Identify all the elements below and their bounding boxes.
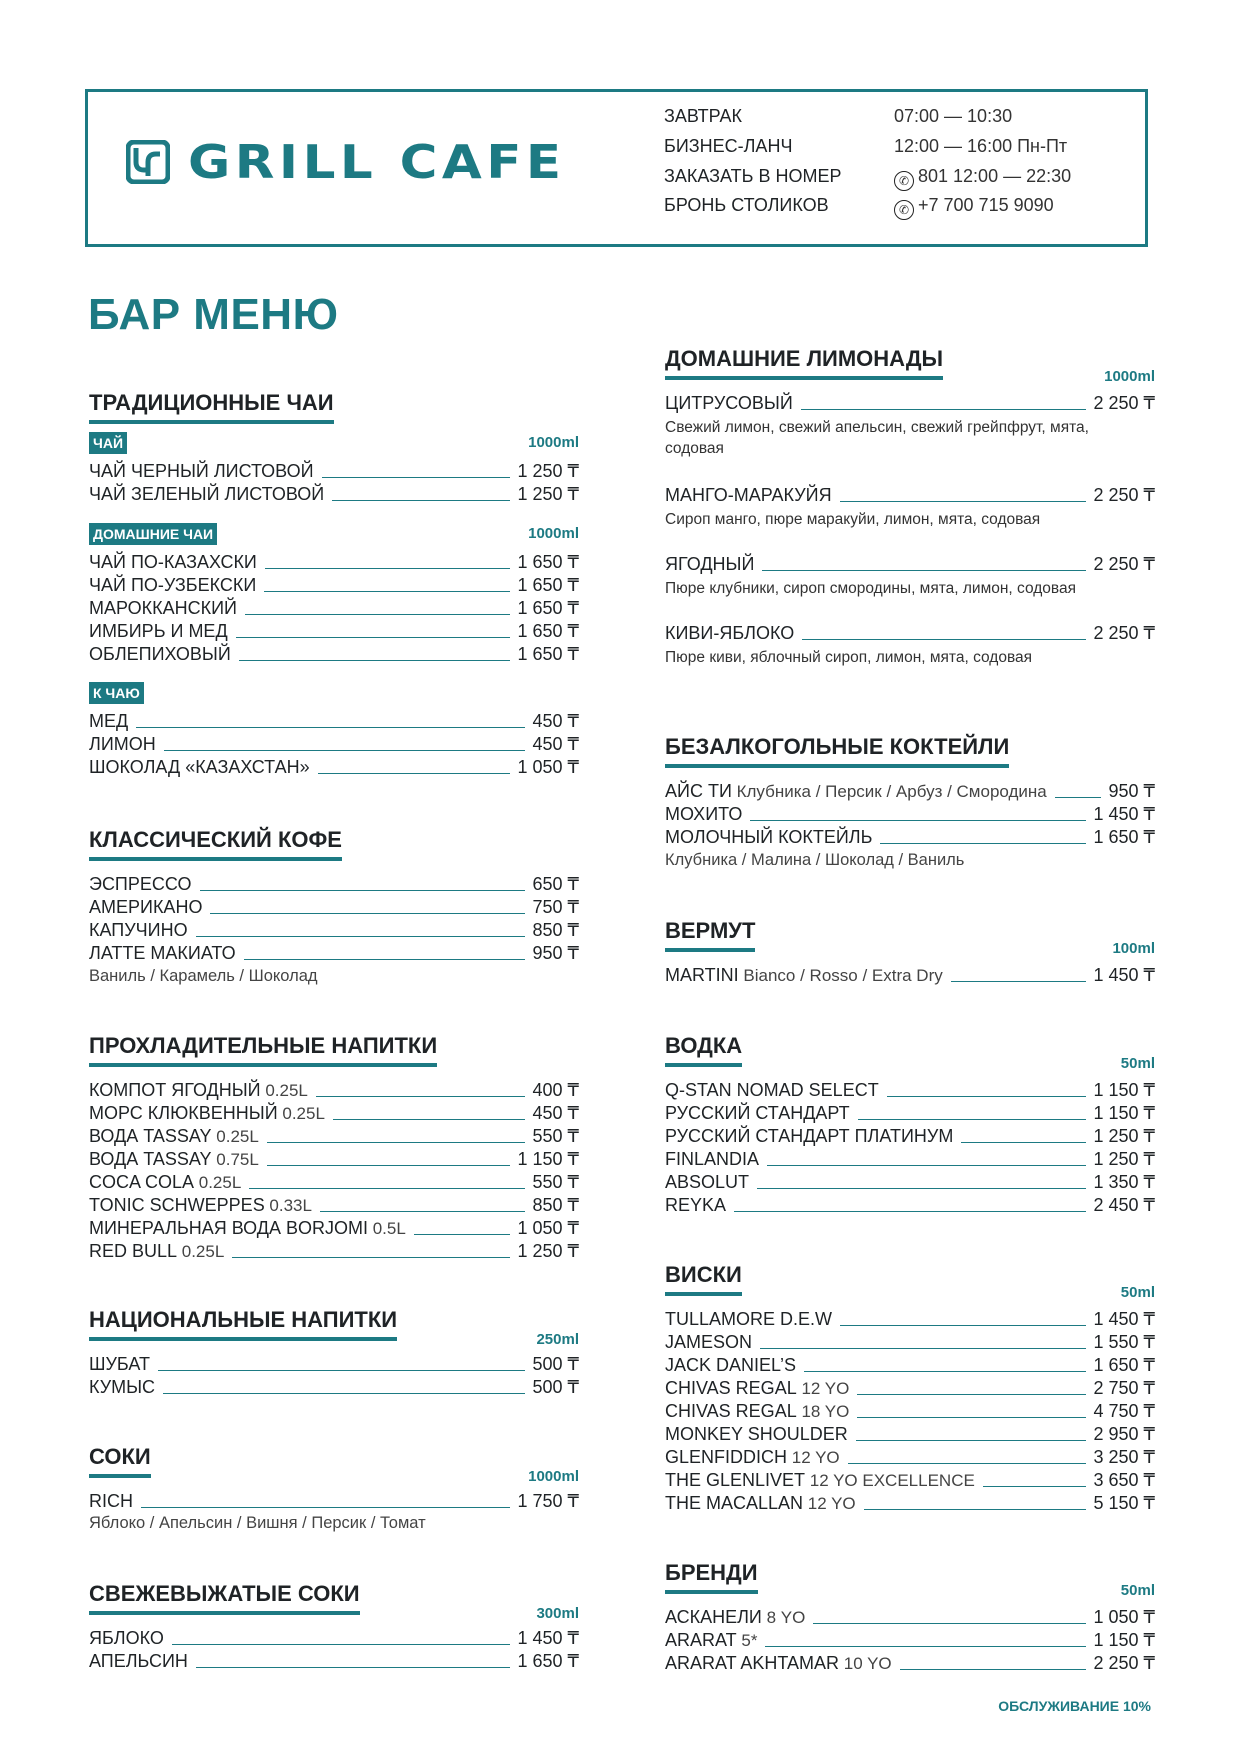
item-price: 550 ₸ (532, 1126, 579, 1146)
menu-item (89, 551, 579, 573)
item-price: 1 150 ₸ (1093, 1103, 1155, 1123)
leader-line (245, 614, 510, 615)
item-price: 550 ₸ (532, 1172, 579, 1192)
item-name: MONKEY SHOULDER (665, 1424, 848, 1444)
item-name: АМЕРИКАНО (89, 897, 203, 917)
info-row-breakfast (664, 100, 1124, 132)
item-price: 1 650 ₸ (517, 1651, 579, 1671)
leader-line (765, 1646, 1085, 1647)
item-note: Клубника / Малина / Шоколад / Ваниль (665, 851, 965, 869)
leader-line (316, 1096, 525, 1097)
item-note: Яблоко / Апельсин / Вишня / Персик / Томат (89, 1514, 426, 1532)
menu-item (89, 1125, 579, 1147)
menu-item (665, 1354, 1155, 1376)
leader-line (141, 1507, 510, 1508)
menu-item (665, 1308, 1155, 1330)
menu-item (89, 919, 579, 941)
leader-line (239, 660, 510, 661)
item-price: 1 250 ₸ (517, 461, 579, 481)
leader-line (265, 568, 510, 569)
item-price: 1 350 ₸ (1093, 1172, 1155, 1192)
info-label: ЗАКАЗАТЬ В НОМЕР (664, 166, 842, 186)
item-name: АЙС ТИ Клубника / Персик / Арбуз / Смородина (665, 781, 1047, 801)
section-vermouth (665, 918, 1155, 988)
item-name: ОБЛЕПИХОВЫЙ (89, 644, 231, 664)
item-name: РУССКИЙ СТАНДАРТ (665, 1103, 850, 1123)
section-title: ВЕРМУТ (665, 918, 755, 952)
item-price: 1 650 ₸ (517, 552, 579, 572)
item-name: ВОДА TASSAY 0.25L (89, 1126, 259, 1146)
item-price: 1 450 ₸ (1093, 1309, 1155, 1329)
item-price: 500 ₸ (532, 1354, 579, 1374)
phone-link[interactable]: +7 700 715 9090 (918, 195, 1054, 215)
volume-label: 1000ml (1104, 368, 1155, 385)
section-title: ВОДКА (665, 1033, 742, 1067)
item-price: 1 450 ₸ (517, 1628, 579, 1648)
item-price: 1 250 ₸ (1093, 1149, 1155, 1169)
leader-line (802, 639, 1085, 640)
leader-line (804, 1371, 1085, 1372)
item-name: ABSOLUT (665, 1172, 750, 1192)
section-lemonades (665, 346, 1155, 676)
section-vodka (665, 1033, 1155, 1213)
item-price: 1 150 ₸ (1093, 1080, 1155, 1100)
page-title: БАР МЕНЮ (88, 290, 339, 339)
item-price: 1 250 ₸ (517, 484, 579, 504)
leader-line (864, 1509, 1086, 1510)
leader-line (750, 820, 1085, 821)
menu-item (89, 460, 579, 482)
item-name: ЧАЙ ПО-КАЗАХСКИ (89, 552, 257, 572)
menu-item (665, 1652, 1155, 1674)
item-price: 1 150 ₸ (517, 1149, 579, 1169)
volume-label: 50ml (1120, 1284, 1155, 1301)
menu-item (665, 1194, 1155, 1216)
menu-item (665, 484, 1155, 506)
leader-line (196, 936, 525, 937)
item-name: ЧАЙ ЧЕРНЫЙ ЛИСТОВОЙ (89, 461, 314, 481)
info-label: БИЗНЕС-ЛАНЧ (664, 136, 793, 156)
item-name: ИМБИРЬ И МЕД (89, 621, 228, 641)
menu-item (89, 597, 579, 619)
menu-item (665, 1125, 1155, 1147)
menu-item (89, 1650, 579, 1672)
section-national-drinks (89, 1307, 579, 1397)
volume-label: 50ml (1120, 1055, 1155, 1072)
menu-item (665, 1400, 1155, 1422)
section-title: КЛАССИЧЕСКИЙ КОФЕ (89, 827, 342, 861)
leader-line (172, 1644, 510, 1645)
leader-line (840, 501, 1086, 502)
item-price: 950 ₸ (532, 943, 579, 963)
leader-line (318, 773, 510, 774)
item-price: 2 250 ₸ (1093, 1653, 1155, 1673)
item-price: 1 050 ₸ (517, 757, 579, 777)
item-price: 850 ₸ (532, 920, 579, 940)
item-name: МОЛОЧНЫЙ КОКТЕЙЛЬ (665, 827, 873, 847)
header-box (85, 89, 1148, 247)
item-name: COCA COLA 0.25L (89, 1172, 242, 1192)
section-traditional-tea (89, 390, 579, 780)
volume-label: 250ml (536, 1331, 579, 1348)
logo-text: GRILL CAFE (188, 135, 566, 189)
item-price: 2 250 ₸ (1093, 554, 1155, 574)
item-name: THE MACALLAN 12 YO (665, 1493, 856, 1513)
info-row-room-service (664, 160, 1124, 192)
item-name: ARARAT AKHTAMAR 10 YO (665, 1653, 892, 1673)
leader-line (332, 500, 509, 501)
item-name: GLENFIDDICH 12 YO (665, 1447, 840, 1467)
item-note: Ваниль / Карамель / Шоколад (89, 967, 318, 985)
item-name: TULLAMORE D.E.W (665, 1309, 833, 1329)
item-name: ЛИМОН (89, 734, 156, 754)
menu-item (89, 643, 579, 665)
info-row-business-lunch (664, 130, 1124, 162)
menu-item (89, 574, 579, 596)
item-name: ЛАТТЕ МАКИАТО (89, 943, 236, 963)
menu-item (665, 1331, 1155, 1353)
leader-line (840, 1325, 1085, 1326)
item-description: Свежий лимон, свежий апельсин, свежий грейпфрут, мята, содовая (665, 419, 1089, 457)
menu-item (89, 756, 579, 778)
leader-line (1055, 797, 1101, 798)
volume-label: 100ml (1112, 940, 1155, 957)
leader-line (264, 591, 509, 592)
leader-line (267, 1165, 510, 1166)
leader-line (760, 1348, 1085, 1349)
menu-item (89, 1171, 579, 1193)
item-price: 3 250 ₸ (1093, 1447, 1155, 1467)
menu-item (665, 1102, 1155, 1124)
item-description: Пюре клубники, сироп смородины, мята, лимон, содовая (665, 580, 1076, 597)
item-name: МЕД (89, 711, 129, 731)
item-price: 1 150 ₸ (1093, 1630, 1155, 1650)
item-price: 1 650 ₸ (517, 644, 579, 664)
leader-line (322, 477, 510, 478)
logo (126, 135, 566, 189)
section-title: ПРОХЛАДИТЕЛЬНЫЕ НАПИТКИ (89, 1033, 437, 1067)
leader-line (801, 409, 1086, 410)
leader-line (210, 913, 524, 914)
item-price: 2 950 ₸ (1093, 1424, 1155, 1444)
leader-line (880, 843, 1085, 844)
menu-item (89, 1079, 579, 1101)
item-name: ЧАЙ ЗЕЛЕНЫЙ ЛИСТОВОЙ (89, 484, 325, 504)
item-name: CHIVAS REGAL 12 YO (665, 1378, 850, 1398)
item-price: 2 250 ₸ (1093, 485, 1155, 505)
item-name: АПЕЛЬСИН (89, 1651, 188, 1671)
menu-item (665, 1446, 1155, 1468)
leader-line (757, 1188, 1085, 1189)
item-name: КАПУЧИНО (89, 920, 188, 940)
item-name: МАРОККАНСКИЙ (89, 598, 237, 618)
menu-item (89, 1148, 579, 1170)
item-price: 450 ₸ (532, 711, 579, 731)
section-title: НАЦИОНАЛЬНЫЕ НАПИТКИ (89, 1307, 397, 1341)
item-name: RED BULL 0.25L (89, 1241, 225, 1261)
leader-line (858, 1119, 1086, 1120)
item-price: 650 ₸ (532, 874, 579, 894)
item-name: АСКАНЕЛИ 8 YO (665, 1607, 806, 1627)
leader-line (951, 981, 1086, 982)
leader-line (734, 1211, 1085, 1212)
item-name: REYKA (665, 1195, 727, 1215)
leader-line (887, 1096, 1086, 1097)
section-cold-drinks (89, 1033, 579, 1263)
item-price: 750 ₸ (532, 897, 579, 917)
item-name: FINLANDIA (665, 1149, 760, 1169)
info-label: БРОНЬ СТОЛИКОВ (664, 195, 829, 215)
item-price: 3 650 ₸ (1093, 1470, 1155, 1490)
item-price: 2 750 ₸ (1093, 1378, 1155, 1398)
item-price: 1 650 ₸ (517, 621, 579, 641)
item-price: 2 450 ₸ (1093, 1195, 1155, 1215)
item-price: 1 050 ₸ (1093, 1607, 1155, 1627)
item-price: 450 ₸ (532, 1103, 579, 1123)
subsection-badge: ДОМАШНИЕ ЧАИ (89, 523, 217, 545)
item-price: 950 ₸ (1108, 781, 1155, 801)
item-name: МОХИТО (665, 804, 743, 824)
item-price: 850 ₸ (532, 1195, 579, 1215)
menu-item (89, 873, 579, 895)
volume-label: 50ml (1120, 1582, 1155, 1599)
item-price: 400 ₸ (532, 1080, 579, 1100)
section-classic-coffee (89, 827, 579, 987)
subsection-badge: К ЧАЮ (89, 682, 144, 704)
item-name: ЯБЛОКО (89, 1628, 164, 1648)
item-name: МИНЕРАЛЬНАЯ ВОДА BORJOMI 0.5L (89, 1218, 406, 1238)
leader-line (961, 1142, 1085, 1143)
menu-item (665, 1171, 1155, 1193)
menu-item (89, 1376, 579, 1398)
info-value: 07:00 — 10:30 (894, 106, 1013, 126)
leader-line (333, 1119, 525, 1120)
leader-line (767, 1165, 1085, 1166)
item-price: 1 050 ₸ (517, 1218, 579, 1238)
item-name: ШУБАТ (89, 1354, 150, 1374)
section-title: БРЕНДИ (665, 1560, 758, 1594)
menu-item (665, 1629, 1155, 1651)
leader-line (900, 1669, 1086, 1670)
leader-line (856, 1440, 1086, 1441)
subsection-badge: ЧАЙ (89, 432, 127, 454)
leader-line (857, 1417, 1085, 1418)
leader-line (232, 1257, 509, 1258)
phone-icon: ✆ (894, 200, 914, 220)
item-price: 1 650 ₸ (1093, 827, 1155, 847)
item-name: THE GLENLIVET 12 YO EXCELLENCE (665, 1470, 975, 1490)
item-name: RICH (89, 1491, 133, 1511)
leader-line (236, 637, 510, 638)
menu-item (665, 803, 1155, 825)
leader-line (249, 1188, 524, 1189)
menu-item (665, 1148, 1155, 1170)
item-price: 1 550 ₸ (1093, 1332, 1155, 1352)
leader-line (320, 1211, 525, 1212)
menu-item (665, 1079, 1155, 1101)
grill-cafe-logo-icon (126, 140, 170, 184)
leader-line (762, 570, 1085, 571)
item-name: КУМЫС (89, 1377, 156, 1397)
leader-line (267, 1142, 525, 1143)
menu-item (665, 553, 1155, 575)
service-charge-note: ОБСЛУЖИВАНИЕ 10% (998, 1698, 1151, 1714)
item-price: 2 250 ₸ (1093, 393, 1155, 413)
menu-item (665, 1469, 1155, 1491)
leader-line (196, 1667, 510, 1668)
info-value: 12:00 — 16:00 Пн-Пт (894, 136, 1068, 156)
item-name: ЯГОДНЫЙ (665, 554, 755, 574)
menu-item (665, 1377, 1155, 1399)
leader-line (983, 1486, 1086, 1487)
item-name: ВОДА TASSAY 0.75L (89, 1149, 259, 1169)
item-name: ШОКОЛАД «КАЗАХСТАН» (89, 757, 310, 777)
leader-line (848, 1463, 1086, 1464)
menu-item (665, 1492, 1155, 1514)
menu-item (89, 942, 579, 964)
section-title: ВИСКИ (665, 1262, 742, 1296)
leader-line (857, 1394, 1085, 1395)
item-name: JACK DANIEL’S (665, 1355, 797, 1375)
menu-item (665, 826, 1155, 848)
item-price: 1 450 ₸ (1093, 804, 1155, 824)
menu-item (665, 1423, 1155, 1445)
item-price: 450 ₸ (532, 734, 579, 754)
menu-item (89, 1353, 579, 1375)
item-name: МАНГО-МАРАКУЙЯ (665, 485, 832, 505)
section-brandy (665, 1560, 1155, 1673)
leader-line (813, 1623, 1085, 1624)
item-price: 5 150 ₸ (1093, 1493, 1155, 1513)
item-name: КОМПОТ ЯГОДНЫЙ 0.25L (89, 1080, 308, 1100)
item-price: 1 650 ₸ (1093, 1355, 1155, 1375)
leader-line (164, 750, 525, 751)
item-price: 1 250 ₸ (1093, 1126, 1155, 1146)
item-price: 1 750 ₸ (517, 1491, 579, 1511)
section-title: СВЕЖЕВЫЖАТЫЕ СОКИ (89, 1581, 360, 1615)
leader-line (158, 1370, 525, 1371)
item-name: CHIVAS REGAL 18 YO (665, 1401, 850, 1421)
leader-line (244, 959, 525, 960)
item-name: TONIC SCHWEPPES 0.33L (89, 1195, 312, 1215)
info-value-wrap (894, 195, 1054, 220)
menu-item (89, 896, 579, 918)
menu-item (89, 620, 579, 642)
section-title: СОКИ (89, 1444, 151, 1478)
menu-item (665, 392, 1155, 414)
menu-item (89, 1217, 579, 1239)
section-whisky (665, 1262, 1155, 1512)
menu-item (89, 1194, 579, 1216)
volume-label: 1000ml (528, 434, 579, 451)
item-price: 2 250 ₸ (1093, 623, 1155, 643)
menu-item (665, 1606, 1155, 1628)
item-name: КИВИ-ЯБЛОКО (665, 623, 795, 643)
item-name: Q-STAN NOMAD SELECT (665, 1080, 879, 1100)
volume-label: 300ml (536, 1605, 579, 1622)
item-name: РУССКИЙ СТАНДАРТ ПЛАТИНУМ (665, 1126, 954, 1146)
menu-item (89, 1240, 579, 1262)
info-value[interactable]: 801 12:00 — 22:30 (918, 166, 1072, 186)
volume-label: 1000ml (528, 1468, 579, 1485)
item-price: 500 ₸ (532, 1377, 579, 1397)
item-description: Пюре киви, яблочный сироп, лимон, мята, содовая (665, 649, 1033, 666)
leader-line (200, 890, 525, 891)
section-title: БЕЗАЛКОГОЛЬНЫЕ КОКТЕЙЛИ (665, 734, 1009, 768)
volume-label: 1000ml (528, 525, 579, 542)
menu-item (89, 733, 579, 755)
item-name: ЧАЙ ПО-УЗБЕКСКИ (89, 575, 257, 595)
section-fresh-juices (89, 1581, 579, 1671)
menu-item (89, 1102, 579, 1124)
item-name: ЭСПРЕССО (89, 874, 192, 894)
section-mocktails (665, 734, 1155, 874)
menu-item (89, 1490, 579, 1512)
info-value-wrap (894, 166, 1071, 191)
phone-icon: ✆ (894, 171, 914, 191)
item-name: JAMESON (665, 1332, 753, 1352)
menu-item (665, 622, 1155, 644)
menu-item (89, 483, 579, 505)
section-juices (89, 1444, 579, 1534)
menu-item (89, 710, 579, 732)
item-name: MARTINI Bianco / Rosso / Extra Dry (665, 965, 943, 985)
menu-item (665, 780, 1155, 802)
item-price: 4 750 ₸ (1093, 1401, 1155, 1421)
item-price: 1 450 ₸ (1093, 965, 1155, 985)
item-price: 1 650 ₸ (517, 575, 579, 595)
leader-line (163, 1393, 524, 1394)
section-title: ТРАДИЦИОННЫЕ ЧАИ (89, 390, 334, 424)
item-price: 1 250 ₸ (517, 1241, 579, 1261)
info-row-table-booking (664, 189, 1124, 221)
section-title: ДОМАШНИЕ ЛИМОНАДЫ (665, 346, 943, 380)
info-label: ЗАВТРАК (664, 106, 742, 126)
item-description: Сироп манго, пюре маракуйи, лимон, мята, содовая (665, 511, 1041, 528)
item-name: МОРС КЛЮКВЕННЫЙ 0.25L (89, 1103, 325, 1123)
item-price: 1 650 ₸ (517, 598, 579, 618)
leader-line (136, 727, 524, 728)
menu-item (89, 1627, 579, 1649)
menu-item (665, 964, 1155, 986)
item-name: ЦИТРУСОВЫЙ (665, 393, 793, 413)
item-name: ARARAT 5* (665, 1630, 758, 1650)
leader-line (414, 1234, 510, 1235)
